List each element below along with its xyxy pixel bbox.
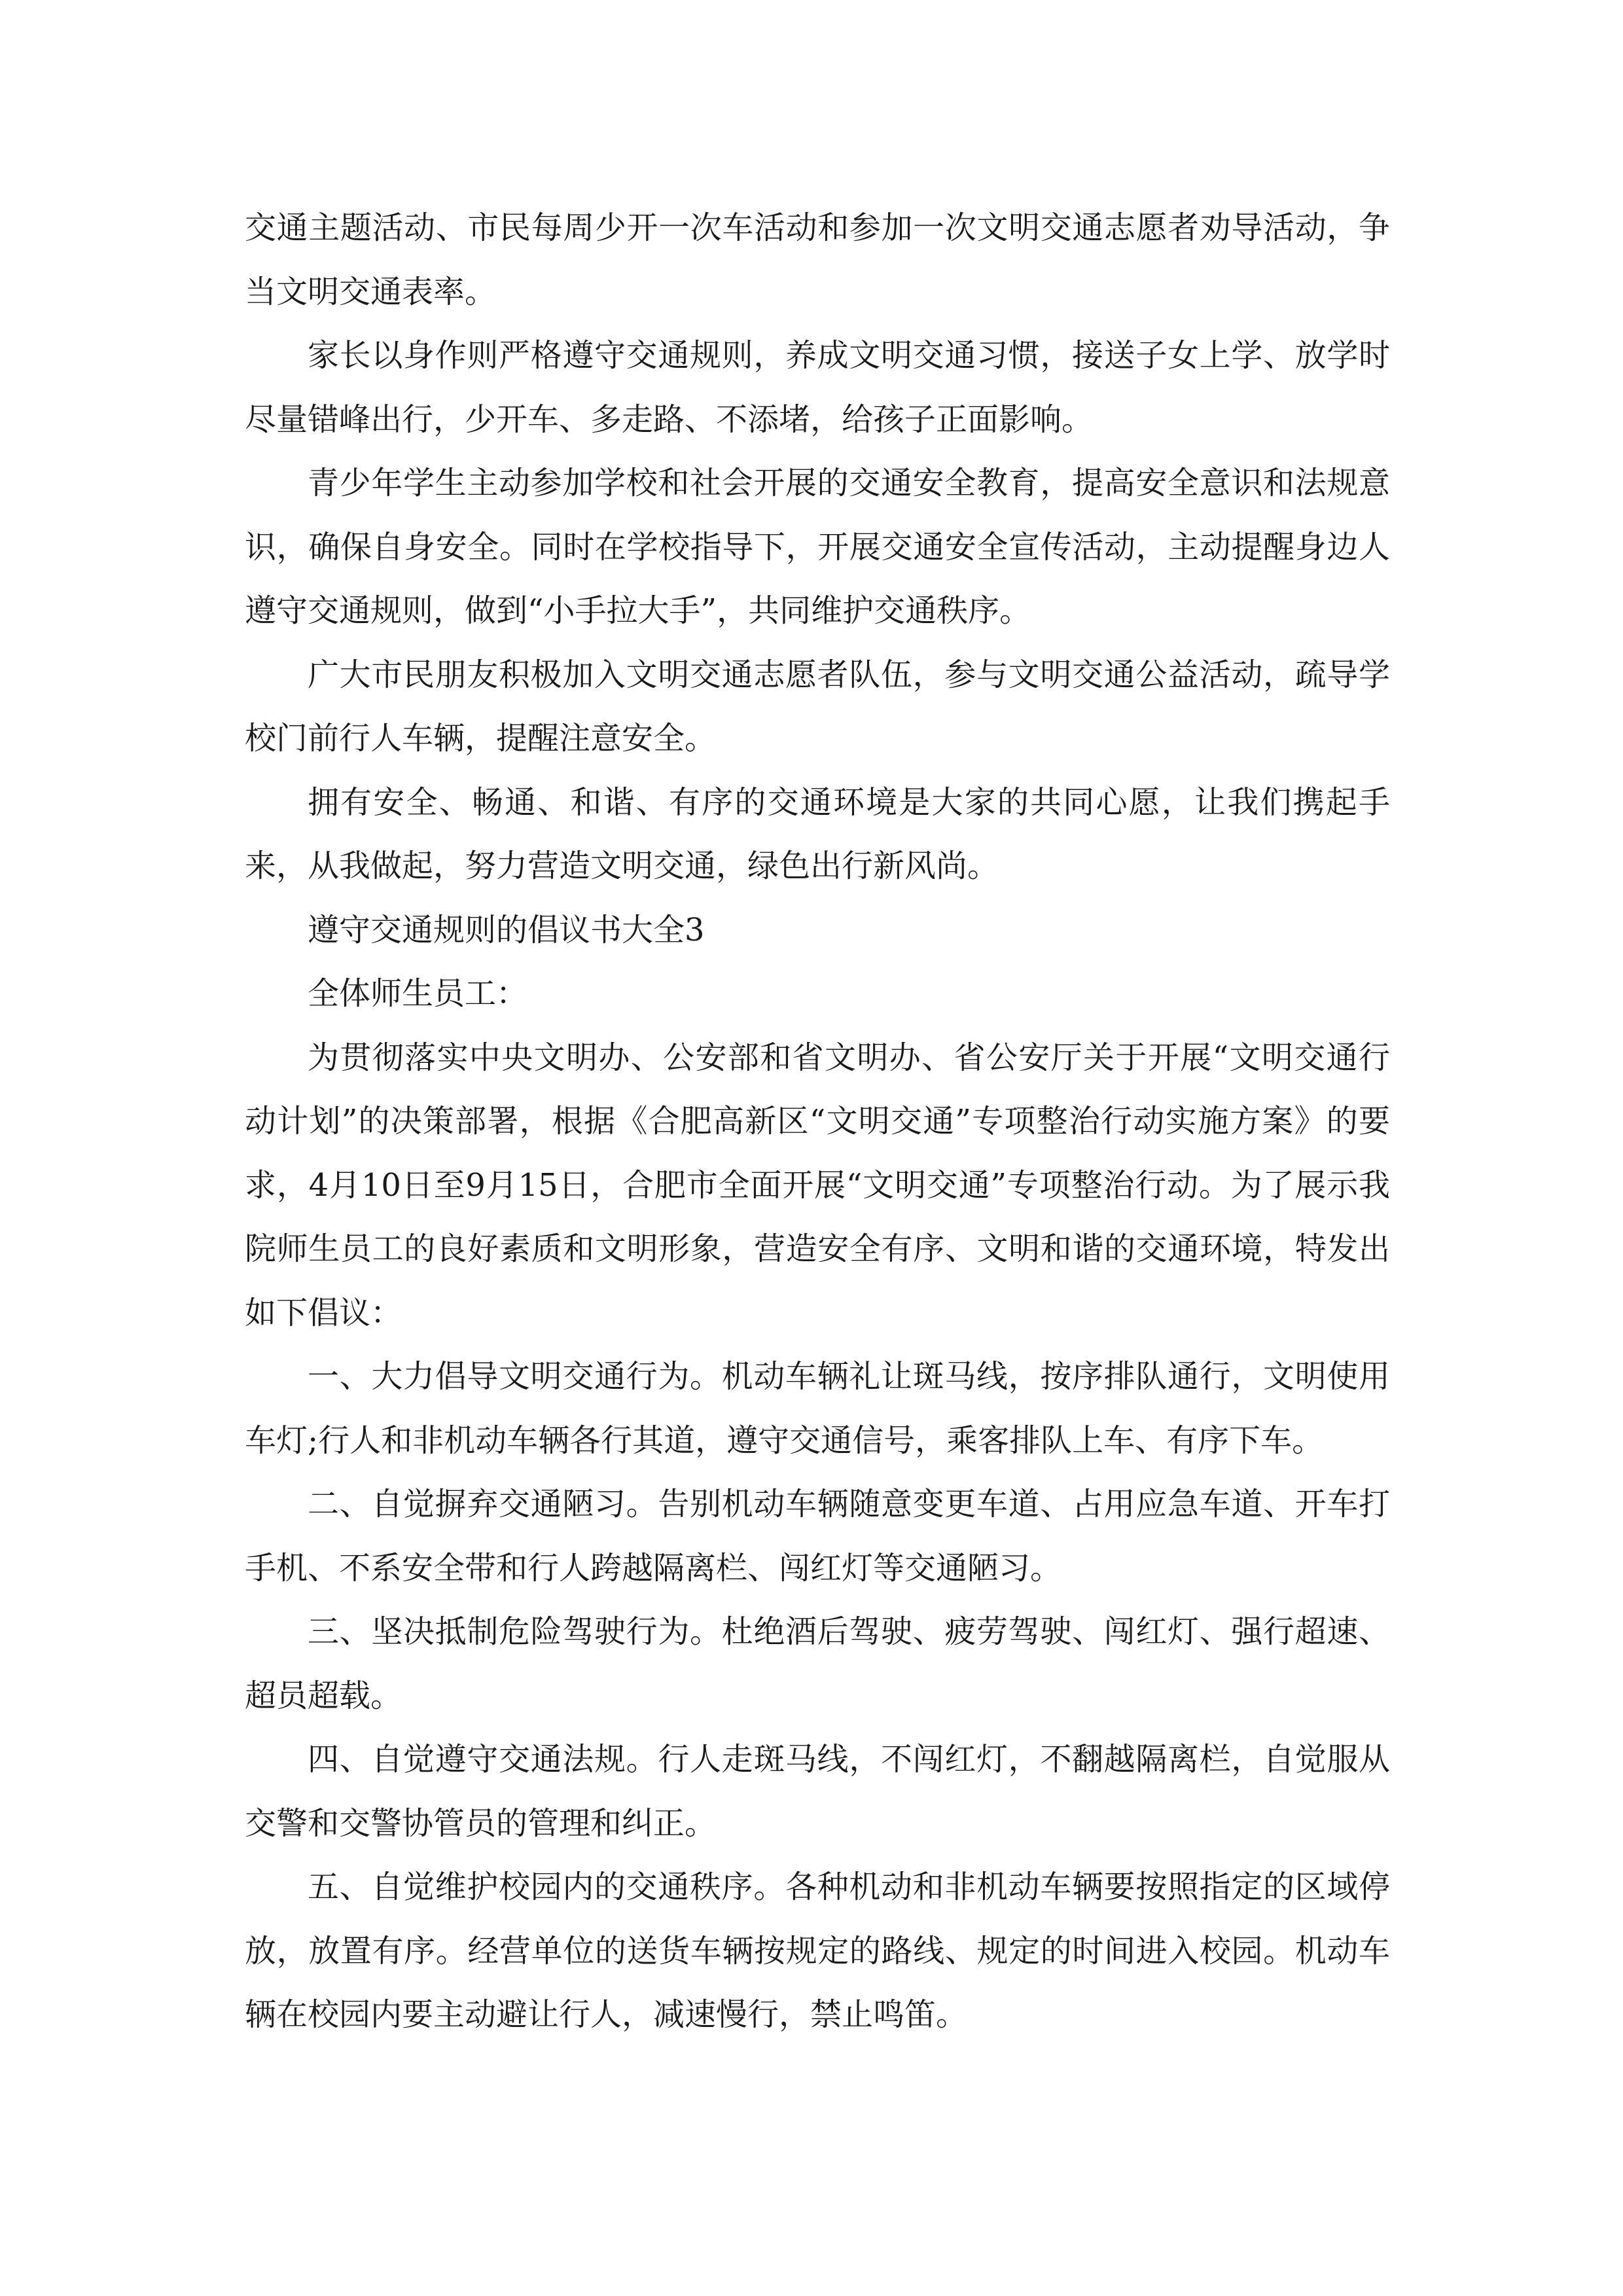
- document-body: [245, 196, 1390, 2047]
- paragraph-closing: 拥有安全、畅通、和谐、有序的交通环境是大家的共同心愿，让我们携起手来，从我做起，努力营造文明交通，绿色出行新风尚。: [245, 783, 1390, 884]
- proposal-item-5: 五、自觉维护校园内的交通秩序。各种机动和非机动车辆要按照指定的区域停放，放置有序。经营单位的送货车辆按规定的路线、规定的时间进入校园。机动车辆在校园内要主动避让行人，减速慢行，禁止鸣笛。: [245, 1869, 1390, 2033]
- paragraph-continuation: 交通主题活动、市民每周少开一次车活动和参加一次文明交通志愿者劝导活动，争当文明交通表率。: [245, 209, 1390, 310]
- paragraph-citizens: 广大市民朋友积极加入文明交通志愿者队伍，参与文明交通公益活动，疏导学校门前行人车辆，提醒注意安全。: [245, 656, 1390, 757]
- proposal-item-4: 四、自觉遵守交通法规。行人走斑马线，不闯红灯，不翻越隔离栏，自觉服从交警和交警协管员的管理和纠正。: [245, 1741, 1390, 1842]
- salutation: 全体师生员工：: [308, 975, 528, 1012]
- proposal-item-3: 三、坚决抵制危险驾驶行为。杜绝酒后驾驶、疲劳驾驶、闯红灯、强行超速、超员超载。: [245, 1613, 1390, 1714]
- section-title: 遵守交通规则的倡议书大全3: [308, 911, 705, 948]
- proposal-item-1: 一、大力倡导文明交通行为。机动车辆礼让斑马线，按序排队通行，文明使用车灯;行人和非机动车辆各行其道，遵守交通信号，乘客排队上车、有序下车。: [245, 1358, 1390, 1459]
- paragraph-students: 青少年学生主动参加学校和社会开展的交通安全教育，提高安全意识和法规意识，确保自身安全。同时在学校指导下，开展交通安全宣传活动，主动提醒身边人遵守交通规则，做到“小手拉大手”，共同维护交通秩序。: [245, 465, 1390, 629]
- paragraph-intro: 为贯彻落实中央文明办、公安部和省文明办、省公安厅关于开展“文明交通行动计划”的决策部署，根据《合肥高新区“文明交通”专项整治行动实施方案》的要求，4月10日至9月15日，合肥市全面开展“文明交通”专项整治行动。为了展示我院师生员工的良好素质和文明形象，营造安全有序、文明和谐的交通环境，特发出如下倡议：: [245, 1039, 1390, 1331]
- paragraph-parents: 家长以身作则严格遵守交通规则，养成文明交通习惯，接送子女上学、放学时尽量错峰出行，少开车、多走路、不添堵，给孩子正面影响。: [245, 337, 1390, 438]
- proposal-item-2: 二、自觉摒弃交通陋习。告别机动车辆随意变更车道、占用应急车道、开车打手机、不系安全带和行人跨越隔离栏、闯红灯等交通陋习。: [245, 1486, 1390, 1587]
